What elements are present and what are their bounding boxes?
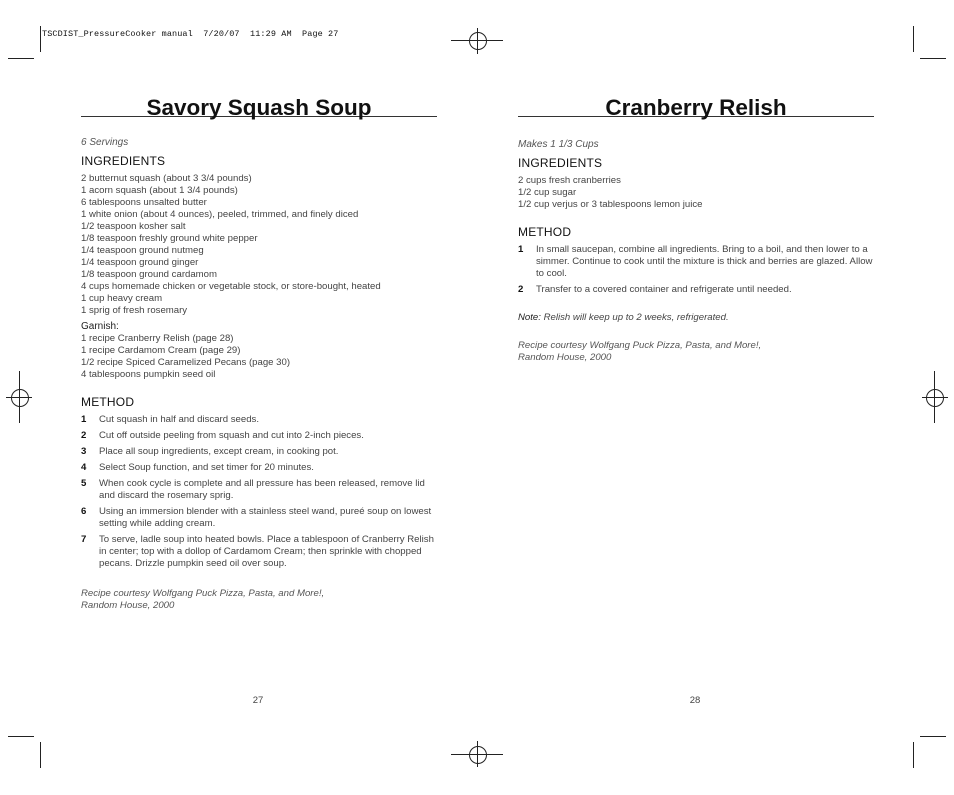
garnish-list — [81, 333, 437, 381]
crop-mark — [920, 58, 946, 59]
method-steps — [81, 414, 437, 570]
step-text: To serve, ladle soup into heated bowls. Place a tablespoon of Cranberry Relish in center; top with a dollop of Cardamom Cream; then sprinkle with chopped pecans. Drizzle pumpkin seed oil over soup. — [99, 534, 434, 569]
registration-circle — [926, 389, 944, 407]
step-number: 6 — [81, 506, 87, 517]
crop-mark — [8, 58, 34, 59]
method-step — [81, 414, 437, 426]
page-number: 28 — [689, 695, 701, 706]
ingredient-item: 2 butternut squash (about 3 3/4 pounds) — [81, 173, 252, 184]
recipe-title: Savory Squash Soup — [81, 94, 437, 117]
ingredient-item: 1/8 teaspoon freshly ground white pepper — [81, 233, 258, 244]
ingredient-item: 4 cups homemade chicken or vegetable stock, or store-bought, heated — [81, 281, 381, 292]
ingredient-item: 6 tablespoons unsalted butter — [81, 197, 207, 208]
registration-circle — [469, 32, 487, 50]
ingredients-list — [518, 175, 874, 211]
recipe-credit — [81, 588, 437, 612]
ingredient-item: 1 sprig of fresh rosemary — [81, 305, 188, 316]
method-step — [81, 506, 437, 530]
step-number: 1 — [81, 414, 87, 425]
recipe-title: Cranberry Relish — [518, 94, 874, 117]
garnish-item: 1 recipe Cardamom Cream (page 29) — [81, 345, 241, 356]
step-number: 2 — [81, 430, 87, 441]
note-text: Relish will keep up to 2 weeks, refrigerated. — [540, 312, 729, 323]
step-text: Transfer to a covered container and refrigerate until needed. — [536, 284, 792, 295]
ingredient-item: 1 cup heavy cream — [81, 293, 163, 304]
step-number: 4 — [81, 462, 87, 473]
method-step — [81, 478, 437, 502]
credit-line: Random House, 2000 — [81, 600, 175, 611]
method-step — [81, 430, 437, 442]
ingredient-item: 1 acorn squash (about 1 3/4 pounds) — [81, 185, 238, 196]
ingredient-item: 1/2 teaspoon kosher salt — [81, 221, 186, 232]
ingredients-heading: INGREDIENTS — [518, 156, 603, 170]
method-step — [81, 446, 437, 458]
crop-mark — [8, 736, 34, 737]
credit-line: Recipe courtesy Wolfgang Puck Pizza, Pasta, and More!, — [518, 340, 762, 351]
recipe-yield: Makes 1 1/3 Cups — [518, 139, 599, 150]
recipe-credit — [518, 340, 874, 364]
crop-mark — [40, 742, 41, 768]
step-text: In small saucepan, combine all ingredients. Bring to a boil, and then lower to a simmer. Continue to cook until the mixture is thick and berries are glazed. Allow to cool. — [536, 244, 873, 279]
credit-line: Recipe courtesy Wolfgang Puck Pizza, Pasta, and More!, — [81, 588, 325, 599]
step-text: Select Soup function, and set timer for 20 minutes. — [99, 462, 314, 473]
step-text: When cook cycle is complete and all pressure has been released, remove lid and discard the rosemary sprig. — [99, 478, 425, 501]
step-number: 7 — [81, 534, 87, 545]
step-number: 5 — [81, 478, 87, 489]
garnish-item: 1/2 recipe Spiced Caramelized Pecans (page 30) — [81, 357, 291, 368]
method-step — [81, 534, 437, 570]
method-step — [518, 284, 874, 296]
crop-mark — [40, 26, 41, 52]
ingredients-heading: INGREDIENTS — [81, 154, 166, 168]
recipe-note — [518, 312, 874, 324]
registration-circle — [469, 746, 487, 764]
method-steps — [518, 244, 874, 296]
credit-line: Random House, 2000 — [518, 352, 612, 363]
step-number: 2 — [518, 284, 524, 295]
step-text: Cut off outside peeling from squash and cut into 2-inch pieces. — [99, 430, 364, 441]
garnish-item: 4 tablespoons pumpkin seed oil — [81, 369, 216, 380]
ingredient-item: 1 white onion (about 4 ounces), peeled, trimmed, and finely diced — [81, 209, 359, 220]
crop-mark — [920, 736, 946, 737]
page-left — [81, 94, 437, 612]
step-number: 3 — [81, 446, 87, 457]
ingredient-item: 1/4 teaspoon ground nutmeg — [81, 245, 204, 256]
method-heading: METHOD — [81, 395, 135, 409]
crop-mark — [913, 742, 914, 768]
method-heading: METHOD — [518, 225, 572, 239]
ingredients-list — [81, 173, 437, 317]
garnish-item: 1 recipe Cranberry Relish (page 28) — [81, 333, 234, 344]
garnish-label: Garnish: — [81, 321, 119, 332]
printer-slug: TSCDIST_PressureCooker manual 7/20/07 11:29 AM Page 27 — [42, 29, 339, 39]
ingredient-item: 1/4 teaspoon ground ginger — [81, 257, 199, 268]
page-right — [518, 94, 874, 364]
ingredient-item: 2 cups fresh cranberries — [518, 175, 621, 186]
note-label: Note: — [518, 312, 541, 323]
step-text: Using an immersion blender with a stainless steel wand, pureé soup on lowest setting while adding cream. — [99, 506, 432, 529]
step-text: Cut squash in half and discard seeds. — [99, 414, 259, 425]
crop-mark — [913, 26, 914, 52]
ingredient-item: 1/2 cup verjus or 3 tablespoons lemon juice — [518, 199, 703, 210]
page-number: 27 — [252, 695, 264, 706]
ingredient-item: 1/8 teaspoon ground cardamom — [81, 269, 217, 280]
recipe-yield: 6 Servings — [81, 137, 129, 148]
step-number: 1 — [518, 244, 524, 255]
ingredient-item: 1/2 cup sugar — [518, 187, 577, 198]
method-step — [81, 462, 437, 474]
method-step — [518, 244, 874, 280]
registration-circle — [11, 389, 29, 407]
step-text: Place all soup ingredients, except cream, in cooking pot. — [99, 446, 339, 457]
